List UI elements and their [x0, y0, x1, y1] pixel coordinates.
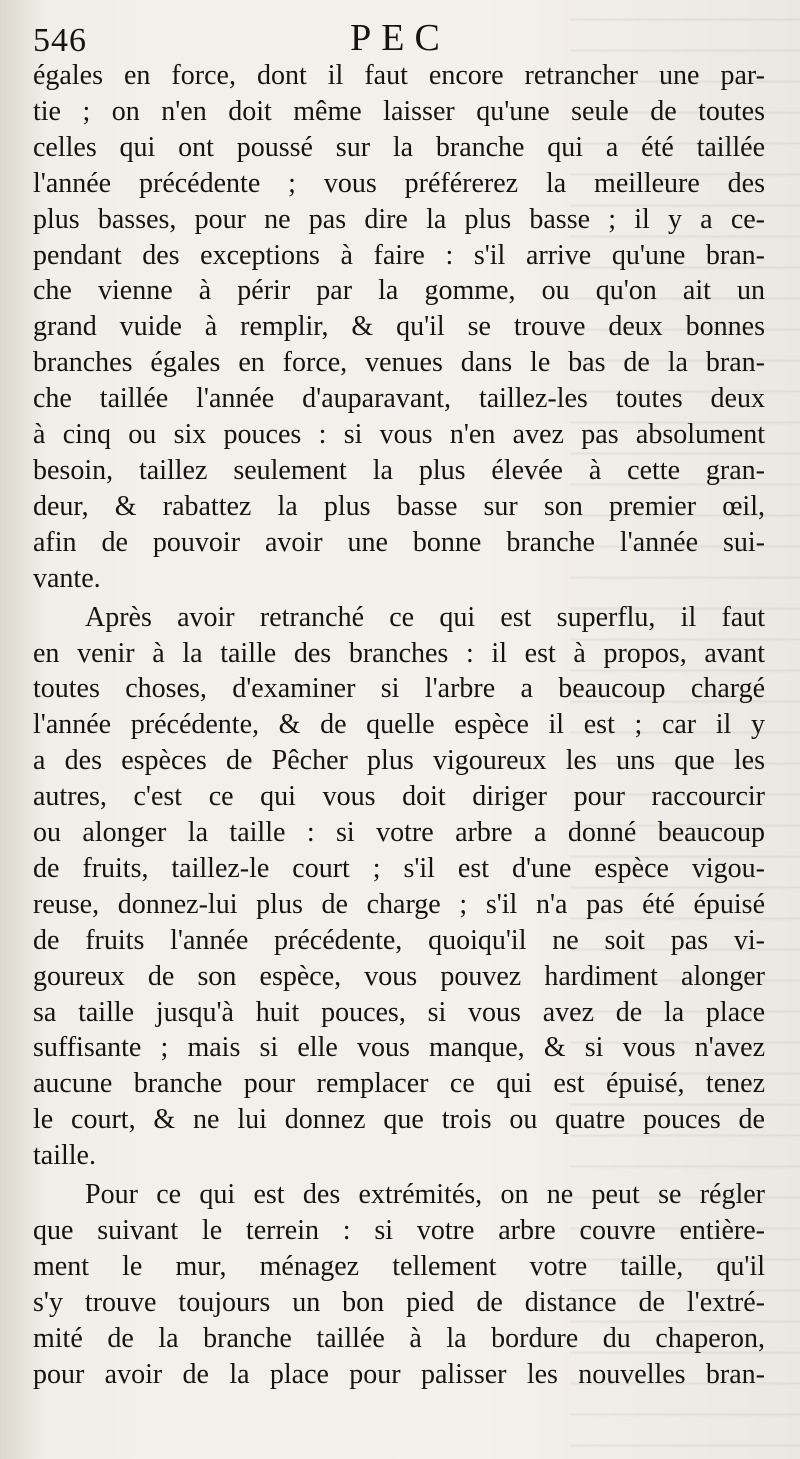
text-line: afin de pouvoir avoir une bonne branche l'année sui- [33, 526, 765, 558]
paragraph-3 [33, 1177, 765, 1392]
text-line: plus basses, pour ne pas dire la plus basse ; il y a ce- [33, 203, 765, 235]
text-line: pour avoir de la place pour palisser les nouvelles bran- [33, 1358, 765, 1390]
text-line: suffisante ; mais si elle vous manque, & si vous n'avez [33, 1032, 765, 1064]
text-line: l'année précédente ; vous préférerez la meilleure des [33, 167, 765, 199]
text-line: autres, c'est ce qui vous doit diriger pour raccourcir [33, 781, 765, 813]
text-line: celles qui ont poussé sur la branche qui a été taillée [33, 131, 765, 163]
text-line: aucune branche pour remplacer ce qui est épuisé, tenez [33, 1068, 765, 1100]
text-line: che taillée l'année d'auparavant, taillez-les toutes deux [33, 383, 765, 415]
text-line: ou alonger la taille : si votre arbre a donné beaucoup [33, 817, 765, 849]
text-line: besoin, taillez seulement la plus élevée à cette gran- [33, 454, 765, 486]
text-line: branches égales en force, venues dans le bas de la bran- [33, 347, 765, 379]
text-line: vante. [33, 562, 101, 594]
text-line: s'y trouve toujours un bon pied de distance de l'extré- [33, 1286, 765, 1318]
text-line: que suivant le terrein : si votre arbre couvre entière- [33, 1215, 765, 1246]
text-line: pendant des exceptions à faire : s'il arrive qu'une bran- [33, 239, 765, 271]
text-line: en venir à la taille des branches : il est à propos, avant [33, 637, 765, 669]
text-body [33, 58, 765, 1393]
page-number: 546 [33, 22, 87, 59]
paragraph-2 [33, 600, 765, 1175]
text-line: l'année précédente, & de quelle espèce il est ; car il y [33, 709, 765, 741]
running-head: PEC [350, 17, 450, 59]
text-line: sa taille jusqu'à huit pouces, si vous avez de la place [33, 996, 765, 1028]
text-line: de fruits l'année précédente, quoiqu'il ne soit pas vi- [33, 924, 765, 956]
text-line: a des espèces de Pêcher plus vigoureux les uns que les [33, 745, 765, 777]
text-line: à cinq ou six pouces : si vous n'en avez pas absolument [33, 419, 765, 451]
text-line: égales en force, dont il faut encore retrancher une par- [33, 60, 765, 91]
text-line: Pour ce qui est des extrémités, on ne peut se régler [85, 1179, 765, 1211]
text-line: goureux de son espèce, vous pouvez hardiment alonger [33, 960, 765, 992]
text-line: de fruits, taillez-le court ; s'il est d'une espèce vigou- [33, 852, 765, 884]
text-line: Après avoir retranché ce qui est superflu, il faut [85, 601, 765, 633]
text-line: taille. [33, 1140, 96, 1172]
text-line: toutes choses, d'examiner si l'arbre a beaucoup chargé [33, 673, 765, 705]
text-line: deur, & rabattez la plus basse sur son premier œil, [33, 490, 765, 522]
text-line: mité de la branche taillée à la bordure du chaperon, [33, 1322, 765, 1354]
text-line: che vienne à périr par la gomme, ou qu'on ait un [33, 275, 765, 307]
text-line: grand vuide à remplir, & qu'il se trouve deux bonnes [33, 311, 765, 343]
text-line: ment le mur, ménagez tellement votre taille, qu'il [33, 1250, 765, 1282]
text-line: le court, & ne lui donnez que trois ou quatre pouces de [33, 1104, 765, 1136]
paragraph-1 [33, 58, 765, 597]
text-line: tie ; on n'en doit même laisser qu'une seule de toutes [33, 95, 765, 127]
text-line: reuse, donnez-lui plus de charge ; s'il n'a pas été épuisé [33, 888, 765, 920]
